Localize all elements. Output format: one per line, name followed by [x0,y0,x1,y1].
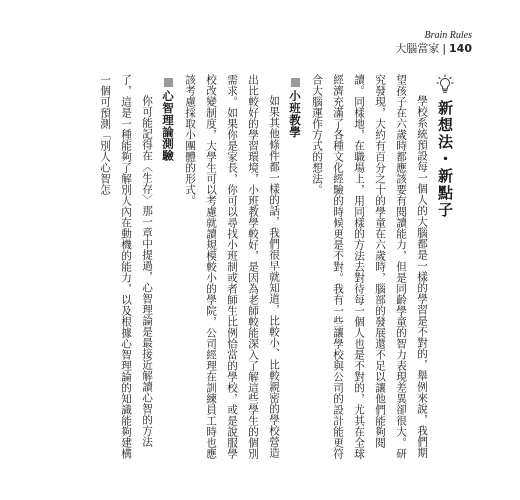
book-title: 大腦當家 [395,42,440,55]
page-number: 140 [449,42,472,55]
paragraph-intro: 學校系統預設每一個人的大腦都是一樣的學習是不對的，舉例來說，我們期望孩子在六歲時都應該要有閱讀能力，但是同齡學童的智力表現差異卻很大。研究發現，大約有百分之十的學童在六歲時，腦部的發展還不足以讓他們能夠閱讀。同樣地，在職場上，用同樣的方法去對待每一個人也是不對的，尤其在全球經濟充滿了各種文化經驗的時候更是不對。我有一些讓學校與公司的設計能更符合大腦運作方式的想法。 [311,74,428,459]
chapter-section-heading [432,74,458,466]
gray-square-icon [291,78,300,87]
gray-square-icon [164,78,173,87]
section-heading-theory-of-mind [157,78,179,466]
brand-name: Brain Rules [424,30,472,41]
page-header [395,30,472,56]
section-title: 小班教學 [288,90,302,138]
separator: | [442,42,447,55]
heading-text: 新想法・新點子 [436,100,454,219]
paragraph-small-class: 如果其他條件都一樣的話，我們很早就知道，比較小、比較親密的學校營造出比較好的學習環境，小班教學較好，是因為老師較能深入了解這些學生的個別需求。如果你是家長，你可以尋找小班制或者師生比例恰當的學校，或是說服學校改變制度，大學生可以考慮就讀規模較小的學院，公司經理在訓練員工時也應該考慮採取小團體的形式。 [184,74,280,459]
section-title: 心智理論測驗 [161,90,175,162]
body-text [63,74,458,466]
page-line [395,42,472,56]
lightbulb-icon [436,74,454,94]
section-heading-small-class [284,78,306,466]
paragraph-theory-of-mind: 你可能記得在〈生存〉那一章中提過，心智理論是最接近解讀心智的方法了，這是一種能夠了解別人內在動機的能力，以及根據心智理論的知識能夠建構一個可預測「別人心智怎 [99,74,153,459]
